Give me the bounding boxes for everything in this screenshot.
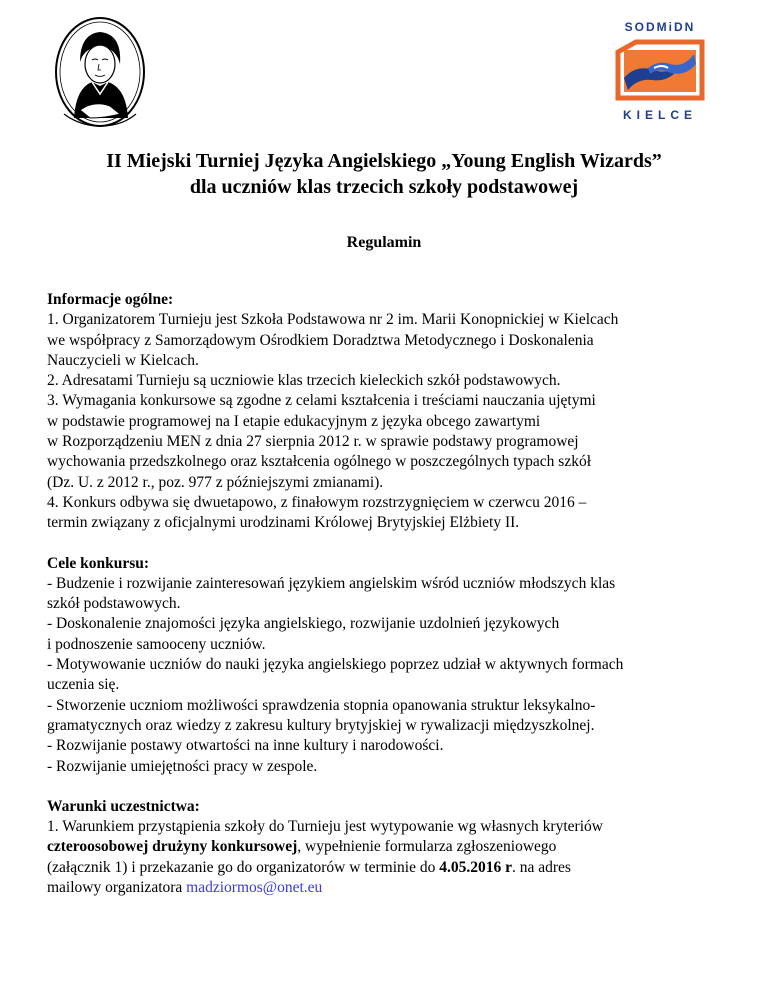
regulamin-heading: Regulamin: [346, 234, 422, 251]
text-line: w podstawie programowej na I etapie edukacyjnym z języka obcego zawartymi: [47, 412, 541, 430]
text-line: 4. Konkurs odbywa się dwuetapowo, z finałowym rozstrzygnięciem w czerwcu 2016 –: [47, 493, 587, 511]
text-line: - Rozwijanie postawy otwartości na inne kultury i narodowości.: [47, 737, 444, 755]
text-line: Nauczycieli w Kielcach.: [47, 351, 199, 369]
text-line: - Stworzenie uczniom możliwości sprawdzenia stopnia opanowania struktur leksykalno-: [47, 696, 596, 714]
text-line: w Rozporządzeniu MEN z dnia 27 sierpnia 2012 r. w sprawie podstawy programowej: [47, 433, 579, 451]
section-heading: Warunki uczestnictwa:: [47, 797, 200, 815]
section-heading: Cele konkursu:: [47, 554, 150, 572]
document-body: [47, 290, 727, 918]
text-span: mailowy organizatora: [47, 879, 187, 897]
text-line: i podnoszenie samooceny uczniów.: [47, 635, 266, 653]
text-line: wychowania przedszkolnego oraz kształcenia ogólnego w poszczególnych typach szkół: [47, 453, 592, 471]
portrait-image: [50, 14, 150, 134]
text-line: we współpracy z Samorządowym Ośrodkiem Doradztwa Metodycznego i Doskonalenia: [47, 331, 594, 349]
logo-top-text: SODMiDN: [624, 20, 696, 34]
text-line: 1. Warunkiem przystąpienia szkoły do Turnieju jest wytypowanie wg własnych kryteriów: [47, 818, 603, 836]
hands-logo-icon: [614, 38, 706, 106]
text-line: gramatycznych oraz wiedzy z zakresu kultury brytyjskiej w rywalizacji międzyszkolnej.: [47, 716, 595, 734]
text-line: [47, 837, 727, 857]
logo-bottom-text: KIELCE: [622, 108, 697, 122]
text-line: uczenia się.: [47, 676, 120, 694]
section-conditions: [47, 797, 727, 898]
text-line: (Dz. U. z 2012 r., poz. 977 z późniejszymi zmianami).: [47, 473, 384, 491]
section-goals: [47, 554, 727, 777]
title-line-1: II Miejski Turniej Języka Angielskiego „Young English Wizards”: [106, 150, 662, 172]
deadline-date: 4.05.2016 r: [439, 858, 512, 876]
text-line: - Motywowanie uczniów do nauki języka angielskiego poprzez udział w aktywnych formach: [47, 656, 624, 674]
text-line: 2. Adresatami Turnieju są uczniowie klas trzecich kieleckich szkół podstawowych.: [47, 372, 561, 390]
text-span: . na adres: [511, 858, 571, 876]
text-line: 3. Wymagania konkursowe są zgodne z celami kształcenia i treściami nauczania ujętymi: [47, 392, 596, 410]
text-line: szkół podstawowych.: [47, 595, 181, 613]
text-line: termin związany z oficjalnymi urodzinami Królowej Brytyjskiej Elżbiety II.: [47, 514, 520, 532]
text-line: [47, 878, 727, 898]
team-requirement: czteroosobowej drużyny konkursowej: [47, 838, 298, 856]
email-link[interactable]: madziormos@onet.eu: [186, 879, 323, 897]
sodmidn-logo: [606, 20, 714, 124]
title-line-2: dla uczniów klas trzecich szkoły podstawowej: [189, 176, 579, 198]
document-title: [0, 148, 768, 200]
text-line: - Doskonalenie znajomości języka angielskiego, rozwijanie uzdolnień językowych: [47, 615, 560, 633]
text-line: - Budzenie i rozwijanie zainteresowań językiem angielskim wśród uczniów młodszych klas: [47, 574, 616, 592]
section-heading: Informacje ogólne:: [47, 291, 174, 308]
portrait-engraving-icon: [50, 14, 150, 134]
section-general: [47, 290, 727, 534]
text-line: - Rozwijanie umiejętności pracy w zespole.: [47, 757, 318, 775]
text-span: (załącznik 1) i przekazanie go do organizatorów w terminie do: [47, 858, 440, 876]
text-span: , wypełnienie formularza zgłoszeniowego: [297, 838, 557, 856]
text-line: [47, 858, 727, 878]
text-line: 1. Organizatorem Turnieju jest Szkoła Podstawowa nr 2 im. Marii Konopnickiej w Kielcach: [47, 311, 619, 329]
